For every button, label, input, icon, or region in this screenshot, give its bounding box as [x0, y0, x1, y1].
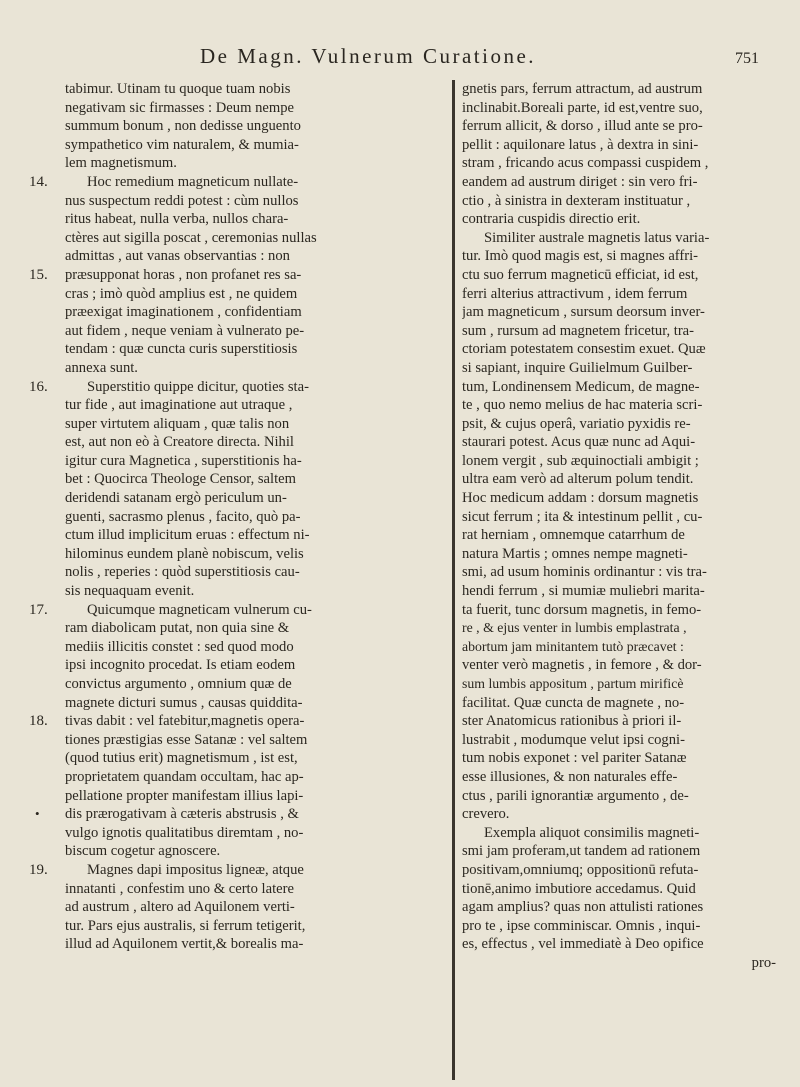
margin-paragraph-number: 18.: [29, 713, 48, 730]
left-text-line: biscum cogetur agnoscere.: [65, 843, 221, 860]
left-text-line: nus suspectum reddi potest : cùm nullos: [65, 192, 299, 209]
right-text-line: ctu suo ferrum magneticū efficiat, id est,: [462, 266, 699, 283]
right-text-line: sum , rursum ad magnetem fricetur, tra-: [462, 322, 695, 339]
left-text-line: ritus habeat, nulla verba, nullos chara-: [65, 211, 289, 228]
right-text-line: inclinabit.Boreali parte, id est,ventre suo,: [462, 99, 703, 116]
right-text-line: ultra eam verò ad alterum polum tendit.: [462, 471, 694, 488]
right-text-line: ctus , parili ignorantiæ argumento , de-: [462, 787, 689, 804]
right-text-line: si sapiant, inquire Guilielmum Guilber-: [462, 359, 693, 376]
left-text-line: Superstitio quippe dicitur, quoties sta-: [87, 378, 309, 395]
left-text-line: ipsi incognito procedat. Is etiam eodem: [65, 657, 296, 674]
margin-paragraph-number: 16.: [29, 378, 48, 395]
right-column: [462, 80, 784, 973]
right-text-line: jam magneticum , sursum deorsum inver-: [462, 304, 705, 321]
right-text-line: esse illusiones, & non naturales effe-: [462, 768, 678, 785]
left-text-line: tivas dabit : vel fatebitur,magnetis opera-: [65, 713, 305, 730]
left-text-line: convictus argumento , omnium quæ de: [65, 676, 292, 692]
left-text-line: (quod tutius erit) magnetismum , ist est,: [65, 750, 298, 767]
left-column: [29, 80, 443, 954]
left-text-line: cras ; imò quòd amplius est , ne quidem: [65, 285, 298, 302]
left-text-line: innatanti , confestim uno & certo latere: [65, 880, 294, 897]
left-text-line: tur. Pars ejus australis, si ferrum tetigerit,: [65, 917, 306, 934]
right-text-line: natura Martis ; omnes nempe magneti-: [462, 545, 688, 562]
right-text-line: Similiter australe magnetis latus varia-: [484, 229, 710, 246]
margin-paragraph-number: 15.: [29, 267, 48, 283]
right-text-line: venter verò magnetis , in femore , & dor-: [462, 657, 702, 674]
left-text-line: aut fidem , neque veniam à vulnerato pe-: [65, 322, 305, 339]
left-text-line: ctères aut sigilla poscat , ceremonias nullas: [65, 229, 317, 246]
left-text-line: præsupponat horas , non profanet res sa-: [65, 266, 302, 283]
running-title: De Magn. Vulnerum Curatione.: [200, 44, 537, 68]
right-text-line: stram , fricando acus compassi cuspidem ,: [462, 155, 709, 172]
right-text-line: tionē,animo imbutiore accedamus. Quid: [462, 880, 696, 897]
left-text-line: tur fide , aut imaginatione aut utraque ,: [65, 397, 293, 414]
left-text-line: vulgo ignotis qualitatibus diremtam , no-: [65, 824, 304, 841]
right-text-line: pellit : aquilonare latus , à dextra in sini-: [462, 136, 699, 153]
left-text-line: magnete dicturi sumus , causas quiddita-: [65, 694, 303, 711]
right-text-line: abortum jam minitantem tutò præcavet :: [462, 638, 684, 654]
margin-paragraph-number: 19.: [29, 862, 48, 879]
left-text-line: igitur cura Magnetica , superstitionis ha-: [65, 452, 302, 469]
right-text-line: contraria cuspidis directio erit.: [462, 211, 641, 228]
right-text-line: positivam,omniumq; oppositionū refuta-: [462, 861, 699, 878]
left-text-line: super virtutem aliquam , quæ talis non: [65, 415, 290, 432]
left-text-line: pellatione propter manifestam illius lapi-: [65, 787, 304, 804]
right-text-line: sicut ferrum ; ita & intestinum pellit , cu-: [462, 508, 703, 525]
right-text-line: facilitat. Quæ cuncta de magnete , no-: [462, 694, 685, 711]
right-text-line: hendi ferrum , si mumiæ muliebri marita-: [462, 583, 705, 600]
left-text-line: proprietatem quandam occultam, hac ap-: [65, 768, 304, 785]
left-text-line: lem magnetismum.: [65, 155, 177, 172]
left-text-line: tiones præstigias esse Satanæ : vel saltem: [65, 731, 308, 748]
right-text-line: re , & ejus venter in lumbis emplastrata ,: [462, 620, 687, 636]
right-text-line: lonem vergit , sub æquinoctiali ambigit ;: [462, 452, 699, 469]
right-text-line: ctio , à sinistra in dexteram instituatur ,: [462, 192, 691, 209]
left-text-line: illud ad Aquilonem vertit,& borealis ma-: [65, 936, 304, 953]
margin-paragraph-number: 14.: [29, 174, 48, 190]
right-text-line: staurari potest. Acus quæ nunc ad Aqui-: [462, 434, 696, 451]
right-text-line: gnetis pars, ferrum attractum, ad austrum: [462, 81, 703, 97]
right-text-line: crevero.: [462, 806, 510, 823]
right-text-line: ctoriam potestatem consestim exuet. Quæ: [462, 341, 706, 358]
right-text-line: ster Anatomicus rationibus à priori il-: [462, 713, 682, 730]
left-text-line: negativam sic firmasses : Deum nempe: [65, 99, 294, 116]
left-text-line: bet : Quocirca Theologe Censor, saltem: [65, 471, 296, 488]
left-text-line: præexigat imaginationem , confidentiam: [65, 304, 302, 321]
left-text-line: annexa sunt.: [65, 359, 138, 376]
left-text-line: est, aut non eò à Creatore directa. Nihil: [65, 434, 294, 451]
right-text-line: pro-: [751, 954, 776, 971]
right-text-line: ferrum allicit, & dorso , illud ante se pro-: [462, 118, 703, 135]
right-text-line: es, effectus , vel immediatè à Deo opifice: [462, 936, 704, 953]
page-number: 751: [735, 50, 759, 67]
right-text-line: ferri alterius attractivum , idem ferrum: [462, 285, 688, 302]
right-text-line: agam amplius? quas non attulisti rationes: [462, 899, 704, 916]
left-text-line: ad austrum , altero ad Aquilonem verti-: [65, 899, 295, 916]
left-text-line: tendam : quæ cuncta curis superstitiosis: [65, 341, 298, 358]
margin-mark-icon: •: [35, 806, 40, 822]
left-text-line: admittas , aut vanas observantias : non: [65, 248, 290, 265]
left-text-line: Magnes dapi impositus ligneæ, atque: [87, 861, 304, 878]
right-text-line: rat herniam , omnemque catarrhum de: [462, 527, 685, 544]
right-text-line: pro te , ipse comminiscar. Omnis , inqui-: [462, 917, 701, 934]
right-text-line: lustrabit , modumque velut ipsi cogni-: [462, 731, 685, 748]
left-text-line: Quicumque magneticam vulnerum cu-: [87, 601, 312, 618]
left-text-line: ram diabolicam putat, non quia sine &: [65, 620, 290, 637]
right-text-line: ta fuerit, tunc dorsum magnetis, in femo-: [462, 601, 702, 618]
right-text-line: tum, Londinensem Medicum, de magne-: [462, 378, 700, 395]
margin-paragraph-number: 17.: [29, 601, 48, 618]
column-divider: [452, 80, 455, 1080]
left-text-line: sympathetico vim naturalem, & mumia-: [65, 136, 299, 153]
right-text-line: te , quo nemo melius de hac materia scri-: [462, 397, 703, 414]
right-text-line: Exempla aliquot consimilis magneti-: [484, 824, 700, 841]
right-text-line: tum nobis exponet : vel pariter Satanæ: [462, 750, 687, 767]
page-header: [0, 44, 800, 72]
right-text-line: Hoc medicum addam : dorsum magnetis: [462, 490, 699, 507]
left-text-line: Hoc remedium magneticum nullate-: [87, 173, 299, 190]
left-text-line: hilominus eundem planè nobiscum, velis: [65, 545, 304, 562]
right-text-line: smi jam proferam,ut tandem ad rationem: [462, 843, 701, 860]
left-text-line: deridendi satanam ergò periculum un-: [65, 490, 287, 507]
left-text-line: nolis , reperies : quòd superstitiosis cau-: [65, 564, 300, 581]
left-text-line: mediis illicitis constet : sed quod modo: [65, 638, 294, 655]
left-text-line: guenti, sacrasmo plenus , facito, quò pa-: [65, 508, 301, 525]
left-text-line: ctum illud implicitum eruas : effectum ni-: [65, 527, 310, 544]
left-text-line: dis prærogativam à cæteris abstrusis , &: [65, 806, 299, 823]
left-text-line: summum bonum , non dedisse unguento: [65, 118, 301, 135]
right-text-line: smi, ad usum hominis ordinantur : vis tra-: [462, 564, 707, 581]
right-text-line: eandem ad austrum diriget : sin vero fri-: [462, 173, 698, 190]
right-text-line: sum lumbis appositum , partum mirificè: [462, 676, 684, 691]
right-text-line: psit, & cujus operâ, variatio pyxidis re-: [462, 415, 691, 432]
left-text-line: tabimur. Utinam tu quoque tuam nobis: [65, 81, 291, 97]
right-text-line: tur. Imò quod magis est, si magnes affri-: [462, 248, 699, 265]
left-text-line: sis nequaquam evenit.: [65, 583, 195, 600]
